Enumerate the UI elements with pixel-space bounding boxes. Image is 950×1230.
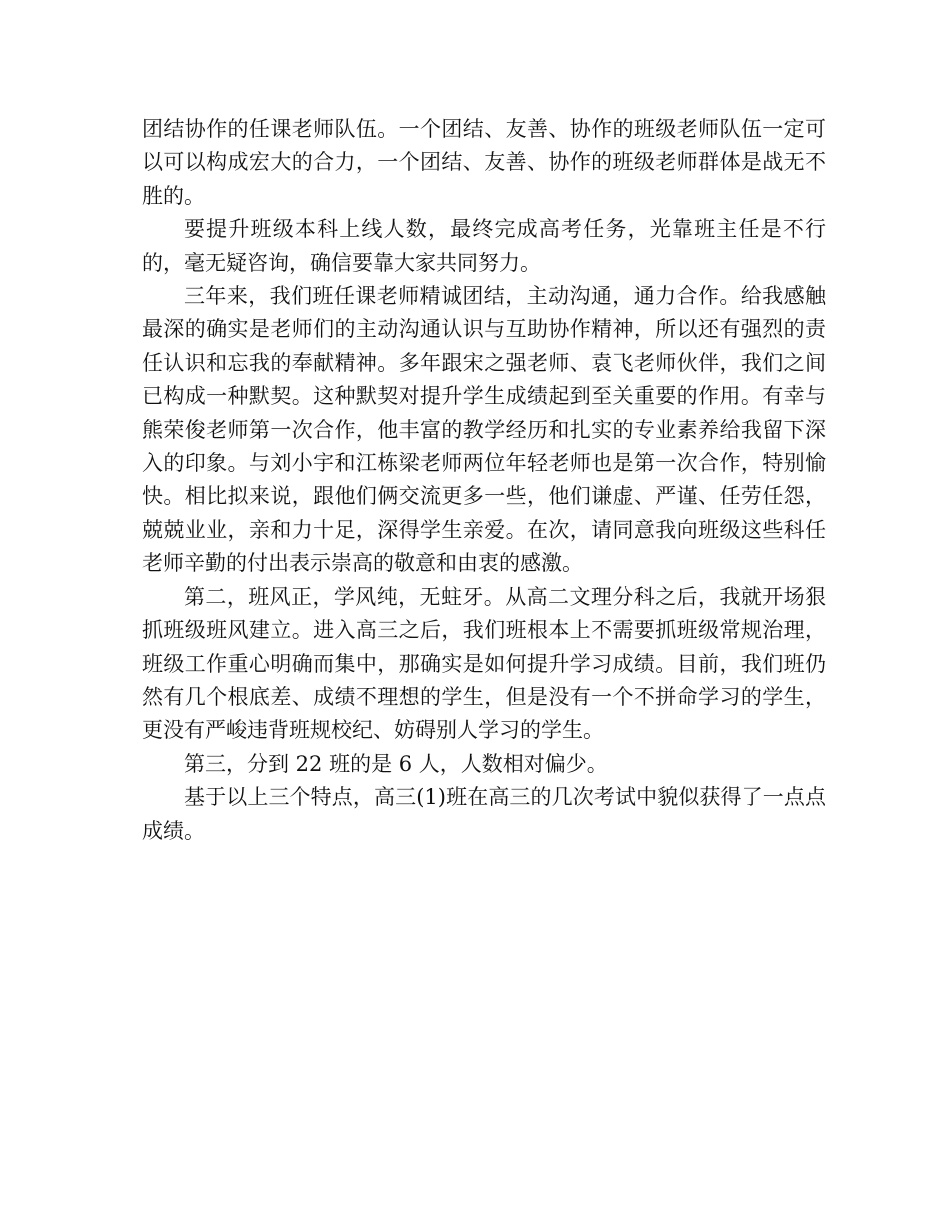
- paragraph-6: 基于以上三个特点，高三(1)班在高三的几次考试中貌似获得了一点点成绩。: [142, 785, 826, 843]
- document-body: [142, 113, 826, 848]
- paragraph-5: 第三，分到 22 班的是 6 人，人数相对偏少。: [184, 751, 608, 776]
- paragraph-4: 第二，班风正，学风纯，无蛀牙。从高二文理分科之后，我就开场狠抓班级班风建立。进入高三之后，我们班根本上不需要抓班级常规治理，班级工作重心明确而集中，那确实是如何提升学习成绩。目前，我们班仍然有几个根底差、成绩不理想的学生，但是没有一个不拼命学习的学生，更没有严峻违背班规校纪、妨碍别人学习的学生。: [142, 584, 826, 743]
- paragraph-2: 要提升班级本科上线人数，最终完成高考任务，光靠班主任是不行的，毫无疑咨询，确信要靠大家共同努力。: [142, 217, 826, 275]
- paragraph-3: 三年来，我们班任课老师精诚团结，主动沟通，通力合作。给我感触最深的确实是老师们的主动沟通认识与互助协作精神，所以还有强烈的责任认识和忘我的奉献精神。多年跟宋之强老师、袁飞老师伙伴，我们之间已构成一种默契。这种默契对提升学生成绩起到至关重要的作用。有幸与熊荣俊老师第一次合作，他丰富的教学经历和扎实的专业素养给我留下深入的印象。与刘小宇和江栋梁老师两位年轻老师也是第一次合作，特别愉快。相比拟来说，跟他们俩交流更多一些，他们谦虚、严谨、任劳任怨，兢兢业业，亲和力十足，深得学生亲爱。在次，请同意我向班级这些科任老师辛勤的付出表示崇高的敬意和由衷的感激。: [142, 284, 826, 576]
- paragraph-1: 团结协作的任课老师队伍。一个团结、友善、协作的班级老师队伍一定可以可以构成宏大的合力，一个团结、友善、协作的班级老师群体是战无不胜的。: [142, 117, 826, 208]
